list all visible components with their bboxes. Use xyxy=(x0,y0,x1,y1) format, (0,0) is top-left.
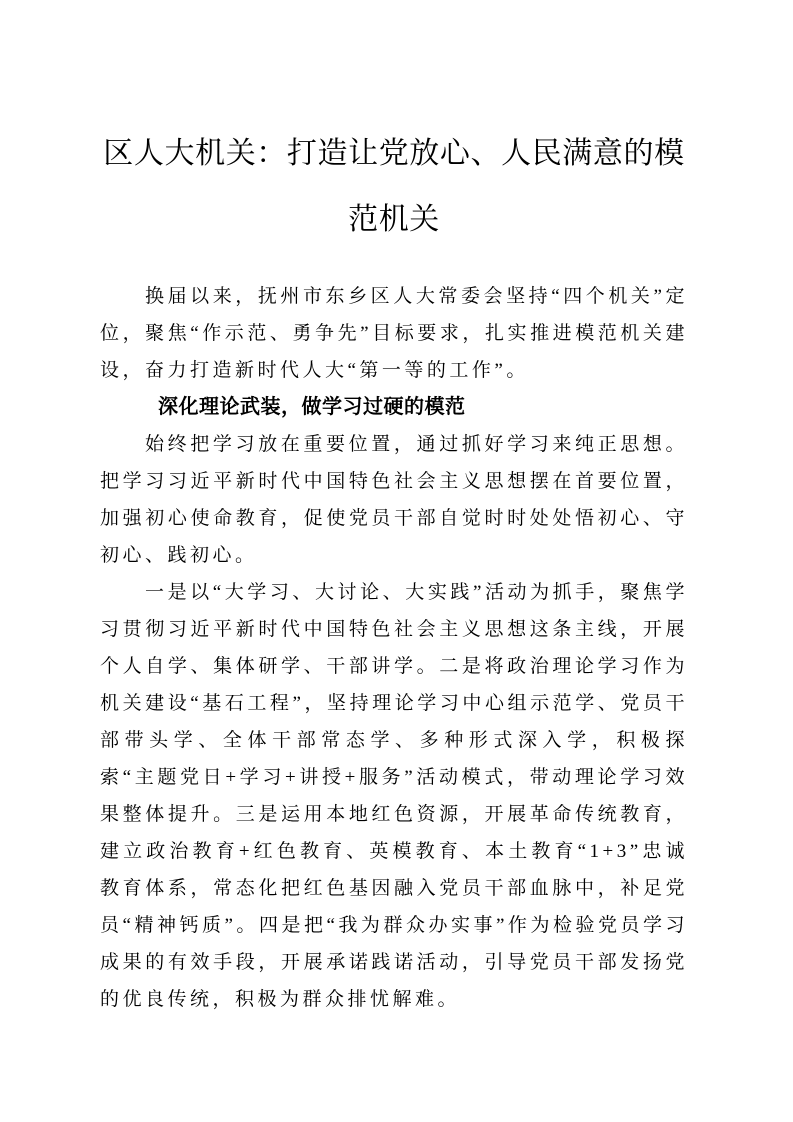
document-title: 区人大机关：打造让党放心、人民满意的模范机关 xyxy=(103,137,685,236)
section-heading: 深化理论武装，做学习过硬的模范 xyxy=(158,396,466,418)
document-body xyxy=(100,278,688,1018)
body-paragraph: 换届以来，抚州市东乡区人大常委会坚持“四个机关”定位，聚焦“作示范、勇争先”目标要求，扎实推进模范机关建设，奋力打造新时代人大“第一等的工作”。 xyxy=(100,286,688,381)
body-paragraph: 一是以“大学习、大讨论、大实践”活动为抓手，聚焦学习贯彻习近平新时代中国特色社会主义思想这条主线，开展个人自学、集体研学、干部讲学。二是将政治理论学习作为机关建设“基石工程”，坚持理论学习中心组示范学、党员干部带头学、全体干部常态学、多种形式深入学，积极探索“主题党日+学习+讲授+服务”活动模式，带动理论学习效果整体提升。三是运用本地红色资源，开展革命传统教育，建立政治教育+红色教育、英模教育、本土教育“1+3”忠诚教育体系，常态化把红色基因融入党员干部血脉中，补足党员“精神钙质”。四是把“我为群众办实事”作为检验党员学习成果的有效手段，开展承诺践诺活动，引导党员干部发扬党的优良传统，积极为群众排忧解难。 xyxy=(100,582,688,1010)
body-paragraph: 始终把学习放在重要位置，通过抓好学习来纯正思想。把学习习近平新时代中国特色社会主义思想摆在首要位置，加强初心使命教育，促使党员干部自觉时时处处悟初心、守初心、践初心。 xyxy=(100,434,688,566)
